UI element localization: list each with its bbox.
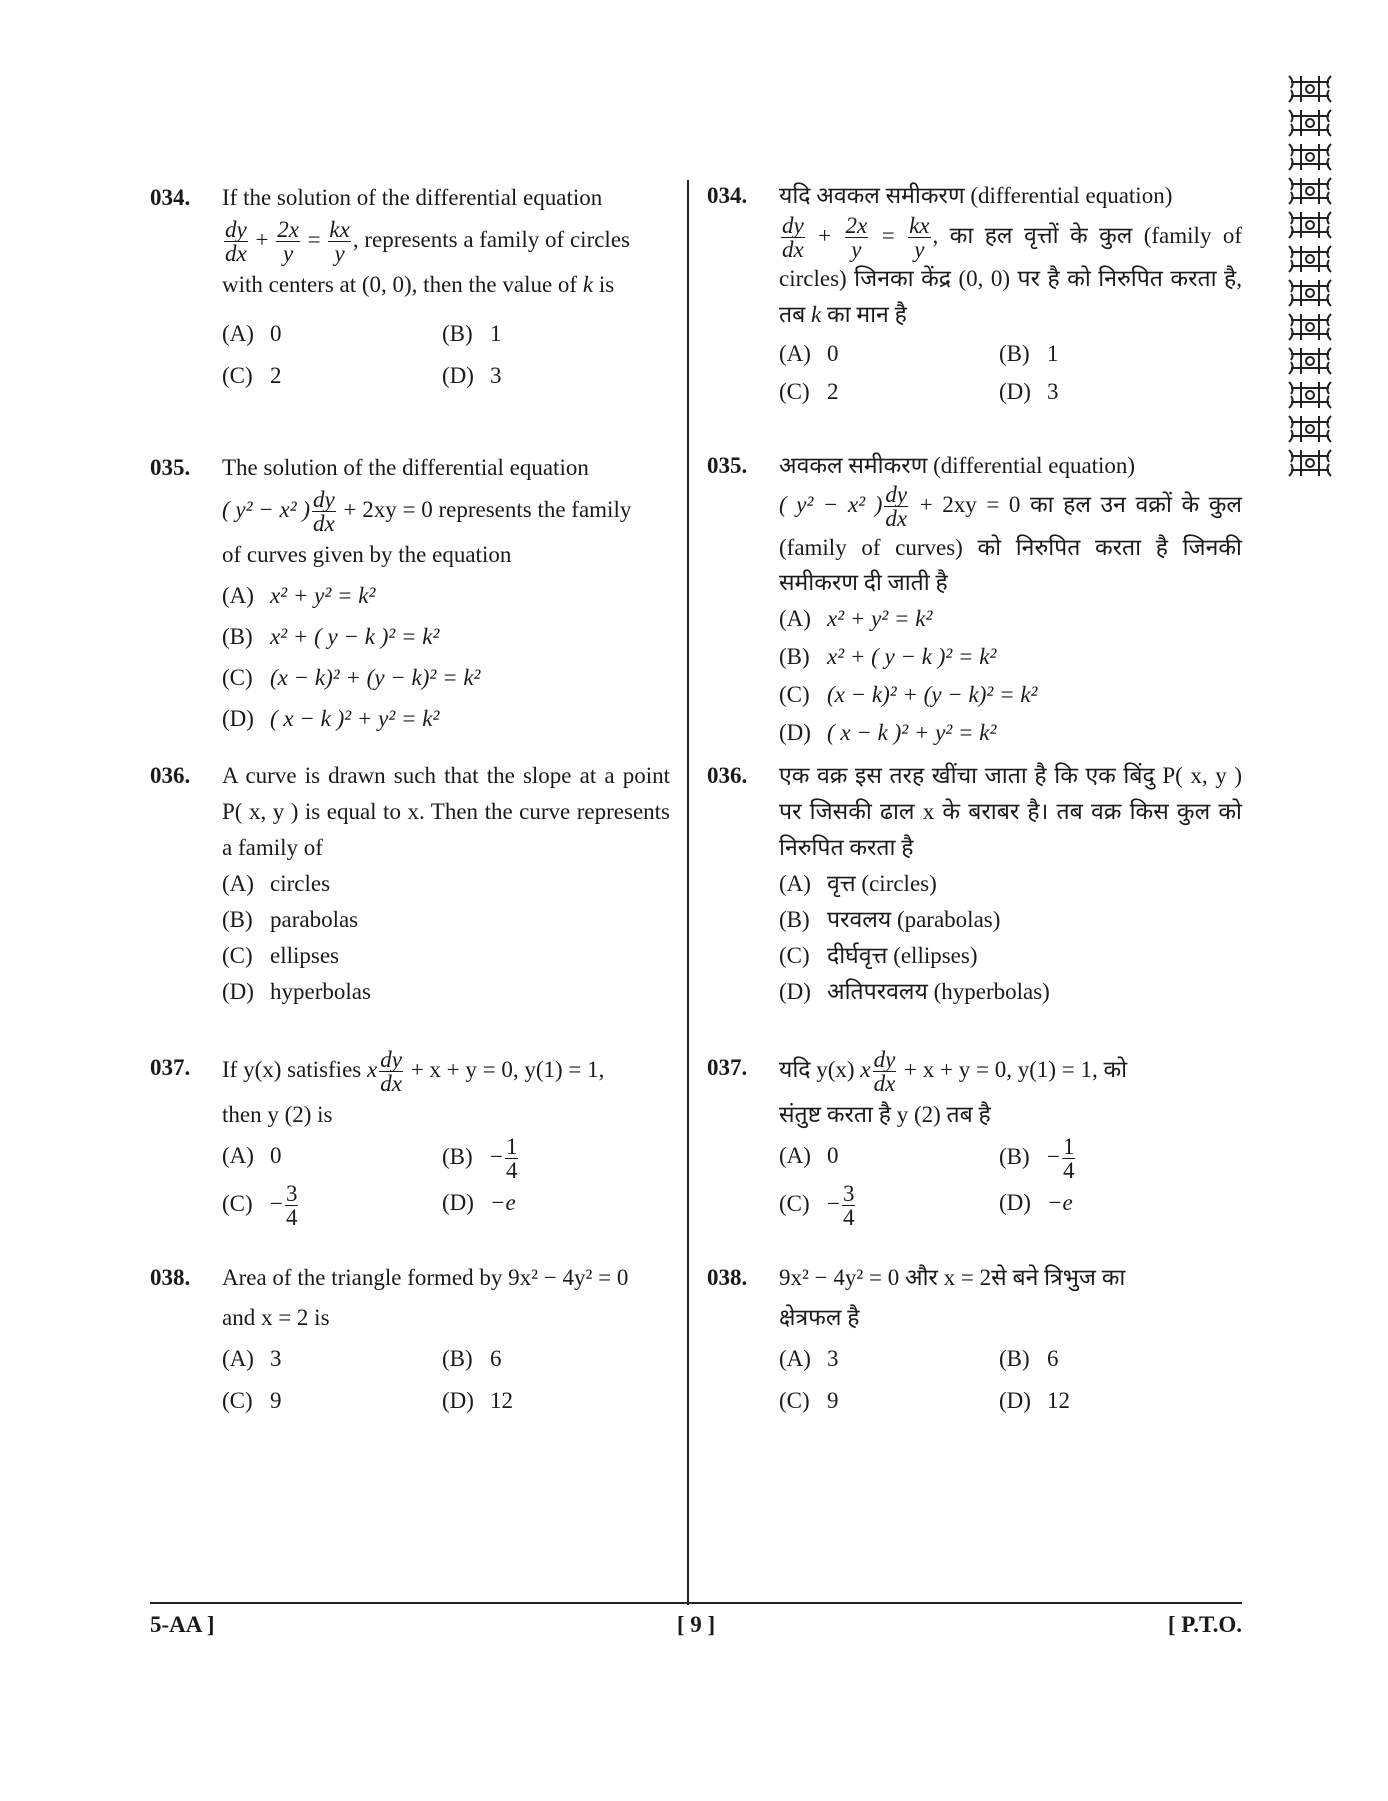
- options: [222, 1135, 670, 1229]
- question-number: 037.: [150, 1055, 191, 1080]
- option-c: (C) − $\frac{3}{4}$: [222, 1181, 298, 1230]
- question-text: यदि y(x) x $\frac{dy}{dx}$ + x + y = 0, y(1) = 1, को संतुष्ट करता है y (2) तब है: [779, 1047, 1128, 1127]
- ornament-icon: [1282, 412, 1338, 446]
- option-d: (D) 12: [442, 1388, 513, 1413]
- question-text: Area of the triangle formed by 9x² − 4y² = 0 and x = 2 is: [222, 1265, 629, 1330]
- question-034: [150, 178, 670, 448]
- question-number: 038.: [707, 1265, 748, 1290]
- equation: $\frac{dy}{dx}$ + $\frac{2x}{y}$ = $\frac{kx}{y}$: [782, 213, 930, 262]
- option-c: (C) 9: [779, 1388, 839, 1413]
- question-number: 037.: [707, 1055, 748, 1080]
- question-text: यदि अवकल समीकरण (differential equation) $\frac{dy}{dx}$ + $\frac{2x}{y}$ = $\frac{kx}{y}$ , का हल वृत्तों के कुल (family of circles) जिनका केंद्र (0, 0) पर है को निरुपित करता है, तब k का मान है: [779, 183, 1243, 327]
- options: [779, 1338, 1242, 1422]
- question-037: [150, 1048, 670, 1258]
- option-c: (C) (x − k)² + (y − k)² = k²: [222, 665, 481, 690]
- option-d: (D) 12: [999, 1388, 1070, 1413]
- option-d: (D) ( x − k )² + y² = k²: [779, 720, 997, 745]
- option-d: (D) −e: [999, 1190, 1073, 1215]
- hindi-column: [707, 178, 1242, 1422]
- option-a: (A) 0: [779, 341, 839, 366]
- option-c: (C) दीर्घवृत्त (ellipses): [779, 943, 978, 968]
- ornament-icon: [1282, 140, 1338, 174]
- option-d: (D) अतिपरवलय (hyperbolas): [779, 979, 1050, 1004]
- english-column: [150, 178, 670, 1422]
- option-b: (B) 1: [999, 341, 1059, 366]
- option-a: (A) x² + y² = k²: [779, 606, 933, 631]
- option-b: (B) x² + ( y − k )² = k²: [222, 624, 440, 649]
- question-number: 034.: [707, 183, 748, 208]
- option-a: (A) 3: [779, 1346, 839, 1371]
- question-number: 035.: [150, 455, 191, 480]
- question-035: [150, 448, 670, 758]
- options: [779, 866, 1242, 1010]
- question-text: A curve is drawn such that the slope at a point P( x, y ) is equal to x. Then the curve represents a family of: [222, 763, 670, 860]
- ornament-icon: [1282, 378, 1338, 412]
- option-b: (B) x² + ( y − k )² = k²: [779, 644, 997, 669]
- option-d: (D) hyperbolas: [222, 979, 371, 1004]
- option-c: (C) ellipses: [222, 943, 339, 968]
- option-b: (B) parabolas: [222, 907, 359, 932]
- option-d: (D) 3: [999, 379, 1059, 404]
- option-b: (B) − $\frac{1}{4}$: [999, 1134, 1075, 1183]
- ornament-icon: [1282, 276, 1338, 310]
- option-b: (B) − $\frac{1}{4}$: [442, 1134, 518, 1183]
- options: [779, 1135, 1242, 1229]
- question-text: अवकल समीकरण (differential equation) ( y² − x² ) $\frac{dy}{dx}$ + 2xy = 0 का हल उन वक्रों के कुल (family of curves) को निरुपित करता है जिनकी समीकरण दी जाती है: [779, 453, 1243, 595]
- option-a: (A) x² + y² = k²: [222, 583, 376, 608]
- booklet-code: 5-AA ]: [150, 1612, 215, 1637]
- option-d: (D) −e: [442, 1190, 516, 1215]
- ornament-icon: [1282, 72, 1338, 106]
- please-turn-over: [ P.T.O.: [1167, 1612, 1242, 1637]
- option-c: (C) 2: [222, 363, 282, 388]
- option-a: (A) 0: [779, 1143, 839, 1168]
- ornament-icon: [1282, 106, 1338, 140]
- options: [222, 1338, 670, 1422]
- option-b: (B) परवलय (parabolas): [779, 907, 1001, 932]
- page-footer: [150, 1602, 1242, 1644]
- options: [222, 866, 670, 1010]
- ornament-icon: [1282, 344, 1338, 378]
- question-036: [150, 758, 670, 1048]
- options: [779, 600, 1242, 752]
- options: [779, 335, 1242, 411]
- question-number: 034.: [150, 185, 191, 210]
- option-b: (B) 1: [442, 321, 502, 346]
- ornament-icon: [1282, 310, 1338, 344]
- option-c: (C) − $\frac{3}{4}$: [779, 1181, 855, 1230]
- options: [222, 313, 670, 397]
- ornament-strip: [1282, 72, 1338, 480]
- option-d: (D) 3: [442, 363, 502, 388]
- question-034-hindi: [707, 178, 1242, 448]
- question-text: एक वक्र इस तरह खींचा जाता है कि एक बिंदु P( x, y ) पर जिसकी ढाल x के बराबर है। तब वक्र किस कुल को निरुपित करता है: [779, 763, 1242, 860]
- ornament-icon: [1282, 242, 1338, 276]
- option-c: (C) 9: [222, 1388, 282, 1413]
- question-038: [150, 1258, 670, 1422]
- option-a: (A) 0: [222, 1143, 282, 1168]
- question-text: 9x² − 4y² = 0 और x = 2से बने त्रिभुज का क्षेत्रफल है: [779, 1265, 1126, 1330]
- question-number: 035.: [707, 453, 748, 478]
- question-number: 038.: [150, 1265, 191, 1290]
- option-a: (A) 3: [222, 1346, 282, 1371]
- options: [222, 575, 670, 739]
- ornament-icon: [1282, 446, 1338, 480]
- option-a: (A) 0: [222, 321, 282, 346]
- column-divider: [687, 180, 689, 1605]
- option-b: (B) 6: [442, 1346, 502, 1371]
- question-037-hindi: [707, 1048, 1242, 1258]
- equation: $\frac{dy}{dx}$ + $\frac{2x}{y}$ = $\frac{kx}{y}$: [225, 217, 350, 266]
- question-035-hindi: [707, 448, 1242, 758]
- ornament-icon: [1282, 174, 1338, 208]
- question-number: 036.: [150, 763, 191, 788]
- question-038-hindi: [707, 1258, 1242, 1422]
- page-number: [ 9 ]: [676, 1612, 716, 1637]
- question-text: If the solution of the differential equation $\frac{dy}{dx}$ + $\frac{2x}{y}$ = $\frac{kx}{y}$ , represents a family of circles with centers at (0, 0), then the value of k is: [222, 185, 630, 297]
- question-text: If y(x) satisfies x $\frac{dy}{dx}$ + x + y = 0, y(1) = 1, then y (2) is: [222, 1047, 605, 1127]
- question-036-hindi: [707, 758, 1242, 1048]
- question-number: 036.: [707, 763, 748, 788]
- option-c: (C) 2: [779, 379, 839, 404]
- option-c: (C) (x − k)² + (y − k)² = k²: [779, 682, 1038, 707]
- option-a: (A) वृत्त (circles): [779, 871, 937, 896]
- option-b: (B) 6: [999, 1346, 1059, 1371]
- option-a: (A) circles: [222, 871, 331, 896]
- option-d: (D) ( x − k )² + y² = k²: [222, 706, 440, 731]
- question-text: The solution of the differential equation ( y² − x² ) $\frac{dy}{dx}$ + 2xy = 0 represents the family of curves given by the equation: [222, 455, 632, 567]
- ornament-icon: [1282, 208, 1338, 242]
